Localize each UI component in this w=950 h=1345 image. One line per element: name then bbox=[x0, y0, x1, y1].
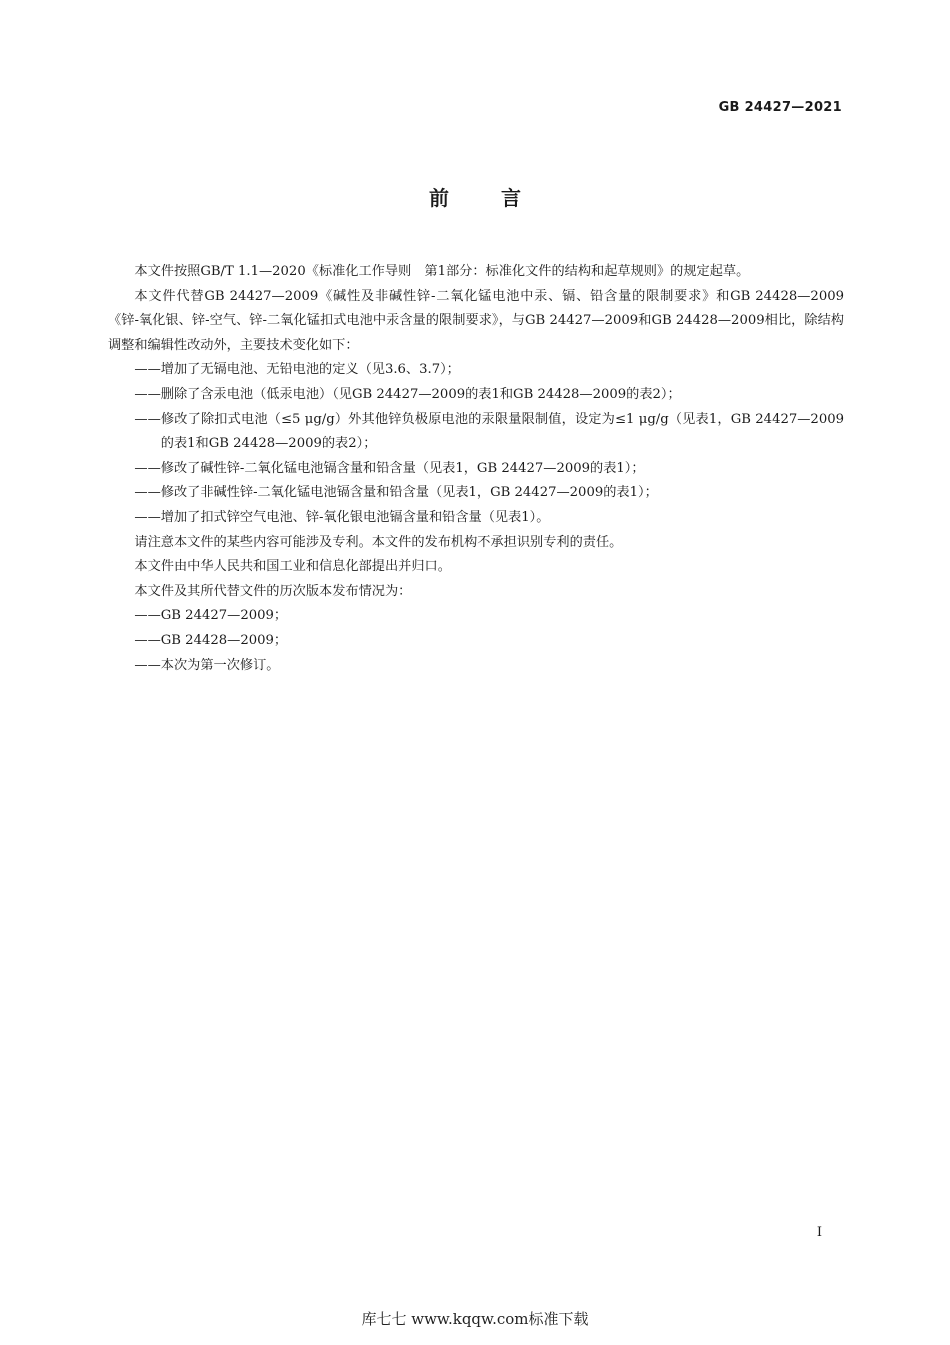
paragraph-replacement: 本文件代替GB 24427—2009《碱性及非碱性锌-二氧化锰电池中汞、镉、铅含量的限制要求》和GB 24428—2009《锌-氧化银、锌-空气、锌-二氧化锰扣式电池中汞含量的限制要求》，与GB 24427—2009和GB 24428—2009相比，除结构调整和编辑性改动外，主要技术变化如下： bbox=[108, 288, 844, 353]
change-item: ——修改了除扣式电池（≤5 μg/g）外其他锌负极原电池的汞限量限制值，设定为≤1 μg/g（见表1，GB 24427—2009的表1和GB 24428—2009的表2）； bbox=[134, 411, 844, 452]
change-item: ——增加了无镉电池、无铅电池的定义（见3.6、3.7）； bbox=[134, 362, 460, 378]
paragraph-patent-notice: 请注意本文件的某些内容可能涉及专利。本文件的发布机构不承担识别专利的责任。 bbox=[134, 534, 623, 550]
foreword-body bbox=[108, 260, 844, 678]
page-number: I bbox=[816, 1225, 822, 1240]
history-item: ——GB 24427—2009； bbox=[134, 608, 288, 624]
history-item: ——GB 24428—2009； bbox=[134, 632, 288, 648]
paragraph-history: 本文件及其所代替文件的历次版本发布情况为： bbox=[134, 583, 412, 599]
footer-watermark: 库七七 www.kqqw.com标准下载 bbox=[361, 1310, 589, 1328]
document-code: GB 24427—2021 bbox=[718, 100, 842, 115]
change-item: ——修改了非碱性锌-二氧化锰电池镉含量和铅含量（见表1，GB 24427—2009的表1）； bbox=[134, 485, 658, 501]
change-item: ——增加了扣式锌空气电池、锌-氧化银电池镉含量和铅含量（见表1）。 bbox=[134, 509, 550, 525]
paragraph-proposer: 本文件由中华人民共和国工业和信息化部提出并归口。 bbox=[134, 559, 451, 575]
page-title: 前言 bbox=[429, 186, 573, 210]
history-item: ——本次为第一次修订。 bbox=[134, 657, 280, 673]
change-item: ——删除了含汞电池（低汞电池）（见GB 24427—2009的表1和GB 24428—2009的表2）； bbox=[134, 386, 681, 402]
change-item: ——修改了碱性锌-二氧化锰电池镉含量和铅含量（见表1，GB 24427—2009的表1）； bbox=[134, 460, 645, 476]
paragraph-drafting-rules: 本文件按照GB/T 1.1—2020《标准化工作导则 第1部分：标准化文件的结构和起草规则》的规定起草。 bbox=[134, 264, 750, 279]
